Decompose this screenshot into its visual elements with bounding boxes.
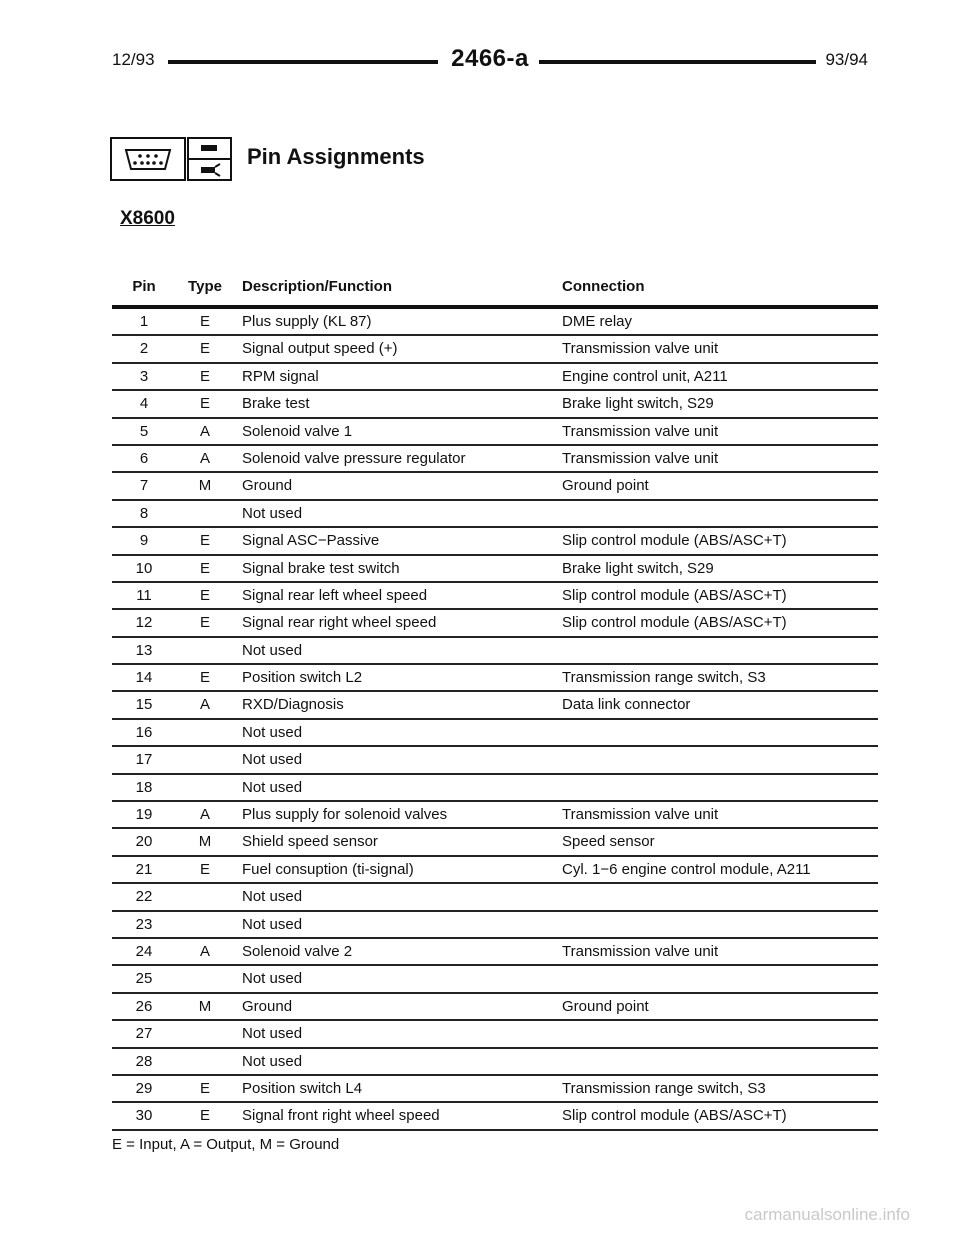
cell-type: E [199, 1079, 210, 1097]
cell-connection: Slip control module (ABS/ASC+T) [562, 1107, 787, 1125]
section-icons [110, 137, 234, 183]
cell-type: E [199, 340, 210, 358]
cell-connection: Ground point [562, 477, 649, 495]
table-row [112, 501, 878, 528]
cell-type: E [199, 559, 210, 577]
table-row [112, 665, 878, 692]
cell-description: Signal rear right wheel speed [242, 614, 437, 632]
cell-description: Signal ASC−Passive [242, 532, 380, 550]
cell-type: M [198, 997, 212, 1015]
cell-type: A [199, 942, 210, 960]
cell-description: Not used [242, 751, 303, 769]
table-row [112, 610, 878, 637]
table-row [112, 528, 878, 555]
cell-description: Position switch L4 [242, 1079, 363, 1097]
cell-connection: Transmission valve unit [562, 449, 719, 467]
cell-type: A [199, 696, 210, 714]
cell-description: Not used [242, 641, 303, 659]
cell-connection: Slip control module (ABS/ASC+T) [562, 614, 787, 632]
col-header-pin: Pin [132, 278, 156, 295]
cell-description: Signal front right wheel speed [242, 1107, 440, 1125]
cell-pin: 15 [135, 696, 153, 714]
cell-description: Not used [242, 504, 303, 522]
header-rule-right [539, 60, 816, 64]
table-header [112, 278, 878, 302]
table-row [112, 556, 878, 583]
type-legend: E = Input, A = Output, M = Ground [112, 1136, 340, 1153]
table-row [112, 966, 878, 993]
cell-connection: Transmission valve unit [562, 340, 719, 358]
cell-pin: 8 [139, 504, 149, 522]
table-row [112, 1049, 878, 1076]
cell-pin: 26 [135, 997, 153, 1015]
header-right-date: 93/94 [825, 50, 868, 69]
cell-type: A [199, 422, 210, 440]
table-row [112, 391, 878, 418]
section-title: Pin Assignments [247, 144, 425, 169]
table-row [112, 775, 878, 802]
cell-pin: 9 [139, 532, 149, 550]
header-left-date: 12/93 [112, 50, 155, 69]
cell-description: Shield speed sensor [242, 833, 378, 851]
col-header-description: Description/Function [242, 278, 392, 295]
cell-type: E [199, 1107, 210, 1125]
cell-description: Position switch L2 [242, 669, 363, 687]
cell-type: E [199, 313, 210, 330]
cell-pin: 23 [135, 915, 153, 933]
table-row [112, 309, 878, 336]
cell-pin: 27 [135, 1025, 153, 1043]
col-header-type: Type [188, 278, 222, 295]
cell-description: RPM signal [242, 367, 319, 385]
table-row [112, 912, 878, 939]
cell-pin: 14 [135, 669, 153, 687]
cell-description: Ground [242, 477, 293, 495]
cell-pin: 1 [139, 313, 149, 330]
cell-pin: 11 [136, 586, 152, 604]
col-header-connection: Connection [562, 278, 645, 295]
cell-pin: 24 [135, 942, 153, 960]
cell-connection: DME relay [562, 313, 633, 330]
table-row [112, 364, 878, 391]
table-row [112, 336, 878, 363]
cell-description: Not used [242, 888, 303, 906]
cell-connection: Engine control unit, A211 [562, 367, 728, 385]
table-body [112, 309, 878, 1131]
table-row [112, 939, 878, 966]
table-row [112, 884, 878, 911]
cell-description: Ground [242, 997, 293, 1015]
cell-type: A [199, 449, 210, 467]
cell-pin: 7 [139, 477, 149, 495]
cell-pin: 25 [135, 970, 153, 988]
watermark: carmanualsonline.info [744, 1205, 910, 1224]
cell-description: Not used [242, 778, 303, 796]
cell-connection: Ground point [562, 997, 649, 1015]
cell-description: Plus supply for solenoid valves [242, 806, 448, 824]
cell-description: Not used [242, 723, 303, 741]
table-row [112, 692, 878, 719]
cell-description: Not used [242, 970, 303, 988]
table-row [112, 994, 878, 1021]
pin-table [112, 278, 878, 1131]
table-row [112, 802, 878, 829]
cell-pin: 17 [135, 751, 153, 769]
cell-pin: 6 [139, 449, 149, 467]
cell-type: E [199, 860, 210, 878]
table-row [112, 720, 878, 747]
cell-type: E [199, 586, 210, 604]
cell-connection: Transmission valve unit [562, 806, 719, 824]
table-row [112, 1103, 878, 1130]
cell-pin: 19 [135, 806, 153, 824]
cell-connection: Transmission range switch, S3 [562, 669, 766, 687]
cell-type: A [199, 806, 210, 824]
header-rule-left [168, 60, 438, 64]
cell-connection: Transmission range switch, S3 [562, 1079, 766, 1097]
table-row [112, 419, 878, 446]
cell-connection: Slip control module (ABS/ASC+T) [562, 586, 787, 604]
cell-connection: Cyl. 1−6 engine control module, A211 [562, 860, 811, 878]
cell-description: Plus supply (KL 87) [242, 313, 372, 330]
cell-type: E [199, 614, 210, 632]
cell-pin: 18 [135, 778, 153, 796]
cell-type: E [199, 532, 210, 550]
document-number: 2466-a [451, 45, 529, 72]
cell-connection: Transmission valve unit [562, 422, 719, 440]
cell-pin: 22 [135, 888, 153, 906]
cell-type: M [198, 477, 212, 495]
cell-connection: Data link connector [562, 696, 691, 714]
cell-pin: 16 [135, 723, 153, 741]
connector-icon [110, 137, 186, 181]
table-row [112, 829, 878, 856]
cell-description: RXD/Diagnosis [242, 696, 344, 714]
cell-description: Not used [242, 1025, 303, 1043]
cell-description: Solenoid valve pressure regulator [242, 449, 466, 467]
pin-in-out-icon [187, 137, 232, 181]
cell-pin: 28 [135, 1052, 153, 1070]
cell-description: Signal brake test switch [242, 559, 400, 577]
cell-pin: 20 [135, 833, 153, 851]
table-row [112, 747, 878, 774]
cell-pin: 2 [139, 340, 149, 358]
cell-pin: 21 [135, 860, 153, 878]
cell-type: E [199, 669, 210, 687]
cell-type: E [199, 367, 210, 385]
table-row [112, 857, 878, 884]
cell-pin: 30 [135, 1107, 153, 1125]
cell-type: M [198, 833, 212, 851]
cell-connection: Slip control module (ABS/ASC+T) [562, 532, 787, 550]
cell-description: Brake test [242, 395, 310, 413]
cell-connection: Speed sensor [562, 833, 655, 851]
cell-description: Signal rear left wheel speed [242, 586, 428, 604]
table-row [112, 638, 878, 665]
cell-description: Not used [242, 915, 303, 933]
cell-connection: Brake light switch, S29 [562, 559, 714, 577]
cell-connection: Transmission valve unit [562, 942, 719, 960]
cell-description: Fuel consuption (ti-signal) [242, 860, 414, 878]
cell-description: Not used [242, 1052, 303, 1070]
cell-pin: 10 [135, 559, 153, 577]
cell-pin: 5 [139, 422, 149, 440]
table-row [112, 446, 878, 473]
table-row [112, 473, 878, 500]
page-header [112, 46, 868, 74]
table-row [112, 583, 878, 610]
cell-description: Signal output speed (+) [242, 340, 398, 358]
connector-id: X8600 [120, 208, 175, 229]
cell-pin: 3 [139, 367, 149, 385]
cell-description: Solenoid valve 1 [242, 422, 353, 440]
cell-description: Solenoid valve 2 [242, 942, 353, 960]
cell-pin: 29 [135, 1079, 153, 1097]
table-row [112, 1021, 878, 1048]
cell-type: E [199, 395, 210, 413]
cell-pin: 13 [135, 641, 153, 659]
cell-connection: Brake light switch, S29 [562, 395, 714, 413]
table-row [112, 1076, 878, 1103]
cell-pin: 12 [135, 614, 153, 632]
cell-pin: 4 [139, 395, 149, 413]
